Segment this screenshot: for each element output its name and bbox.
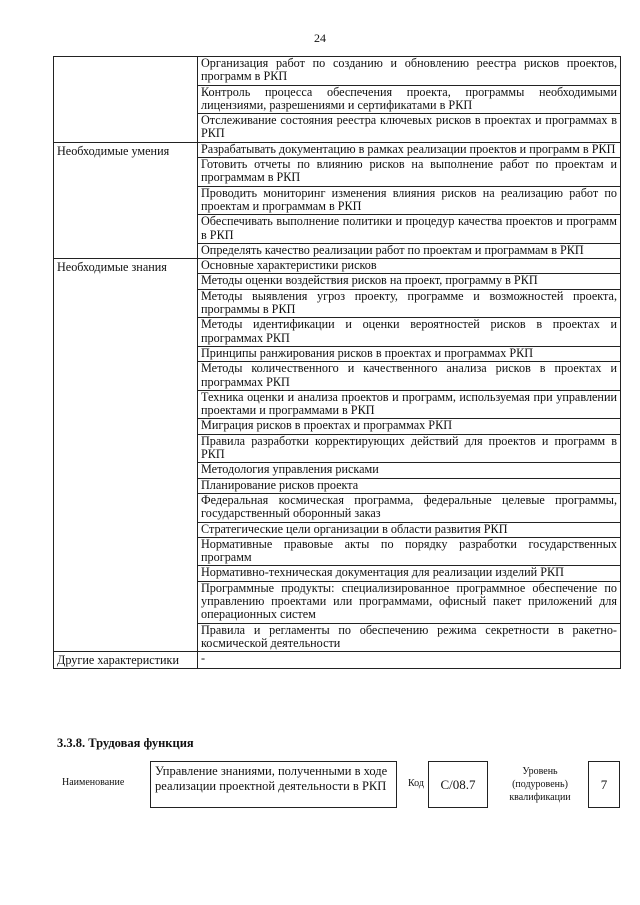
- row-text: Правила разработки корректирующих действий для проектов и программ в РКП: [198, 434, 621, 463]
- function-code-value: С/08.7: [428, 761, 488, 808]
- row-text: Отслеживание состояния реестра ключевых рисков в проектах и программах в РКП: [198, 114, 621, 143]
- row-label: [54, 57, 198, 143]
- row-text: Проводить мониторинг изменения влияния рисков на реализацию работ по проектам и программам в РКП: [198, 186, 621, 215]
- row-text: Программные продукты: специализированное программное обеспечение по управлению проектами или программами, офисный пакет приложений для операционных систем: [198, 581, 621, 623]
- row-text: Определять качество реализации работ по проектам и программам в РКП: [198, 243, 621, 258]
- row-text: Нормативные правовые акты по порядку разработки государственных программ: [198, 537, 621, 566]
- qualification-level-value: 7: [588, 761, 620, 808]
- row-text: -: [198, 652, 621, 669]
- row-text: Организация работ по созданию и обновлению реестра рисков проектов, программ в РКП: [198, 57, 621, 86]
- row-text: Методы оценки воздействия рисков на проект, программу в РКП: [198, 274, 621, 289]
- row-text: Миграция рисков в проектах и программах РКП: [198, 419, 621, 434]
- row-text: Техника оценки и анализа проектов и программ, используемая при управлении проектами и программами в РКП: [198, 390, 621, 419]
- function-name-value: Управление знаниями, полученными в ходе реализации проектной деятельности в РКП: [150, 761, 397, 808]
- function-code-label: Код: [408, 778, 424, 789]
- row-text: Методы количественного и качественного анализа рисков в проектах и программах РКП: [198, 362, 621, 391]
- row-text: Федеральная космическая программа, федеральные целевые программы, государственный оборонный заказ: [198, 493, 621, 522]
- row-text: Стратегические цели организации в области развития РКП: [198, 522, 621, 537]
- row-text: Контроль процесса обеспечения проекта, программы необходимыми лицензиями, разрешениями и сертификатами в РКП: [198, 85, 621, 114]
- section-heading: 3.3.8. Трудовая функция: [57, 736, 194, 750]
- table-row: [54, 142, 621, 157]
- table-row: [54, 259, 621, 274]
- row-text: Методы идентификации и оценки вероятностей рисков в проектах и программах РКП: [198, 318, 621, 347]
- row-text: Принципы ранжирования рисков в проектах и программах РКП: [198, 346, 621, 361]
- qualification-level-label: Уровень (подуровень) квалификации: [509, 766, 571, 803]
- row-text: Готовить отчеты по влиянию рисков на выполнение работ по проектам и программам в РКП: [198, 158, 621, 187]
- function-name-label: Наименование: [62, 777, 125, 788]
- table-row: [54, 652, 621, 669]
- row-text: Основные характеристики рисков: [198, 259, 621, 274]
- row-text: Правила и регламенты по обеспечению режима секретности в ракетно-космической деятельности: [198, 623, 621, 652]
- row-label: Необходимые умения: [54, 142, 198, 258]
- row-text: Методы выявления угроз проекту, программе и возможностей проекта, программы в РКП: [198, 289, 621, 318]
- row-text: Методология управления рисками: [198, 463, 621, 478]
- row-label: Другие характеристики: [54, 652, 198, 669]
- row-text: Нормативно-техническая документация для реализации изделий РКП: [198, 566, 621, 581]
- row-label: Необходимые знания: [54, 259, 198, 652]
- page-number: 24: [314, 31, 326, 45]
- row-text: Планирование рисков проекта: [198, 478, 621, 493]
- table-row: [54, 57, 621, 86]
- row-text: Обеспечивать выполнение политики и процедур качества проектов и программ в РКП: [198, 215, 621, 244]
- row-text: Разрабатывать документацию в рамках реализации проектов и программ в РКП: [198, 142, 621, 157]
- competency-table-body: [54, 57, 621, 669]
- competency-table: [53, 56, 621, 669]
